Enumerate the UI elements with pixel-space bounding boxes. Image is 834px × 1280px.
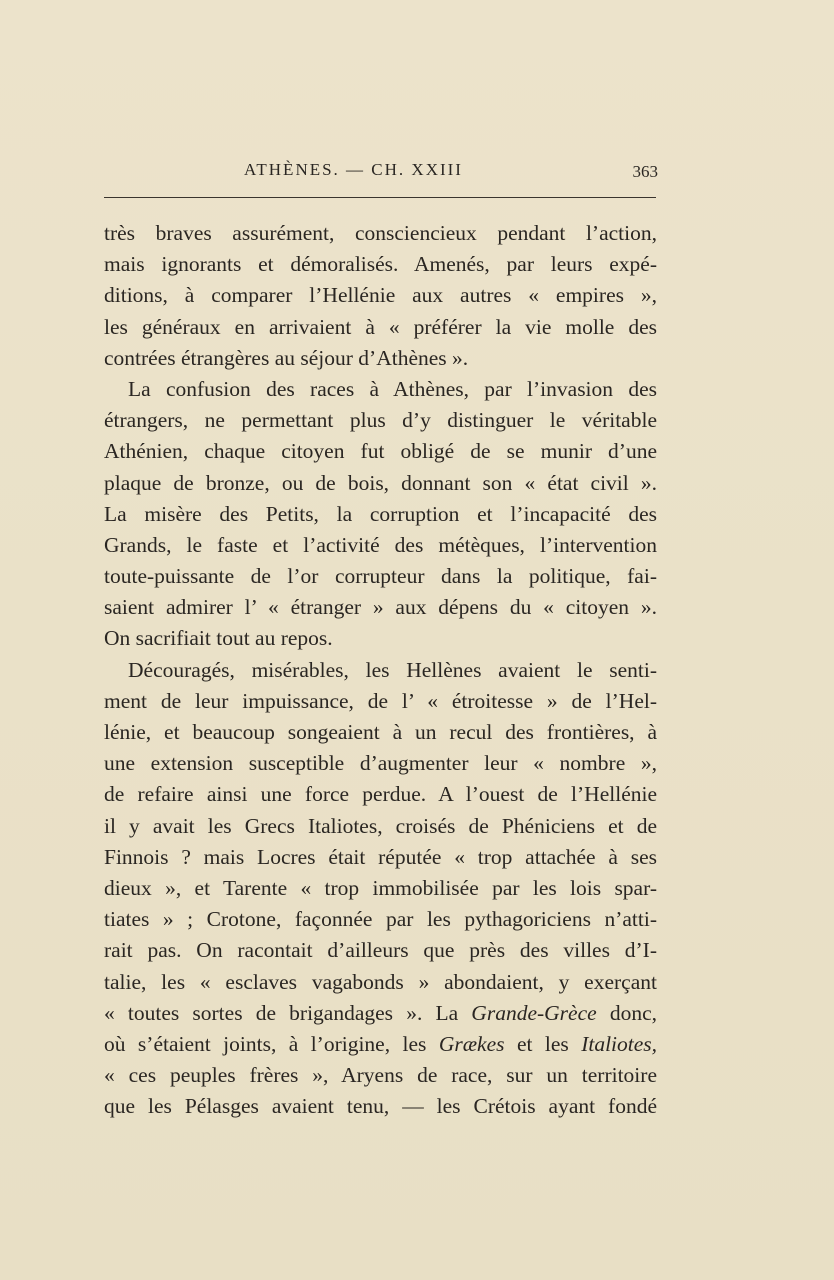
text-line: « ces peuples frères », Aryens de race, sur un territoire [104,1063,657,1088]
text-line: que les Pélasges avaient tenu, — les Crétois ayant fondé [104,1094,657,1119]
text-line: tiates » ; Crotone, façonnée par les pythagoriciens n’atti- [104,907,657,932]
text-line: lénie, et beaucoup songeaient à un recul des frontières, à [104,720,657,744]
text-line: La confusion des races à Athènes, par l’invasion des [128,376,657,401]
text-line: plaque de bronze, ou de bois, donnant son « état civil ». [104,470,657,495]
text-line: Finnois ? mais Locres était réputée « trop attachée à ses [104,844,657,869]
header-rule [104,197,656,198]
text-line: Athénien, chaque citoyen fut obligé de se munir d’une [104,439,657,464]
text-line: Grands, le faste et l’activité des métèques, l’intervention [104,532,657,557]
text-line: La misère des Petits, la corruption et l’incapacité des [104,501,657,526]
text-segment: et les [516,1031,569,1056]
page-header [104,160,658,188]
text-line: dieux », et Tarente « trop immobilisée par les lois spar- [104,875,657,900]
text-line [104,998,657,1029]
text-line: talie, les « esclaves vagabonds » abondaient, y exerçant [104,969,657,994]
text-line: étrangers, ne permettant plus d’y distinguer le véritable [104,408,657,433]
text-line: contrées étrangères au séjour d’Athènes ». [104,345,469,370]
text-line: mais ignorants et démoralisés. Amenés, par leurs expé- [104,252,657,277]
page-number: 363 [632,162,658,181]
text-segment: donc, [609,1000,657,1025]
running-head: ATHÈNES. — CH. XXIII [244,160,463,179]
body-text [104,218,657,1122]
text-line: de refaire ainsi une force perdue. A l’ouest de l’Hellénie [104,782,657,807]
italic-term: Grande-Grèce [471,1000,597,1025]
text-line: ditions, à comparer l’Hellénie aux autres « empires », [104,283,657,308]
text-line: toute-puissante de l’or corrupteur dans la politique, fai- [104,564,657,589]
text-line: les généraux en arrivaient à « préférer la vie molle des [104,314,657,339]
text-line: très braves assurément, consciencieux pendant l’action, [104,221,657,245]
text-line: rait pas. On racontait d’ailleurs que près des villes d’I- [104,938,657,963]
text-line: une extension susceptible d’augmenter leur « nombre », [104,751,657,776]
text-line: saient admirer l’ « étranger » aux dépens du « citoyen ». [104,595,657,620]
italic-term: Grækes [438,1031,505,1056]
text-segment: « toutes sortes de brigandages ». La [104,1000,459,1025]
text-line: ment de leur impuissance, de l’ « étroitesse » de l’Hel- [104,688,657,713]
text-line [104,1029,657,1060]
text-line: il y avait les Grecs Italiotes, croisés de Phéniciens et de [104,813,657,838]
text-line: On sacrifiait tout au repos. [104,626,333,651]
text-line: Découragés, misérables, les Hellènes avaient le senti- [128,657,657,682]
text-segment: où s’étaient joints, à l’origine, les [104,1031,427,1056]
italic-term: Italiotes, [581,1031,658,1056]
